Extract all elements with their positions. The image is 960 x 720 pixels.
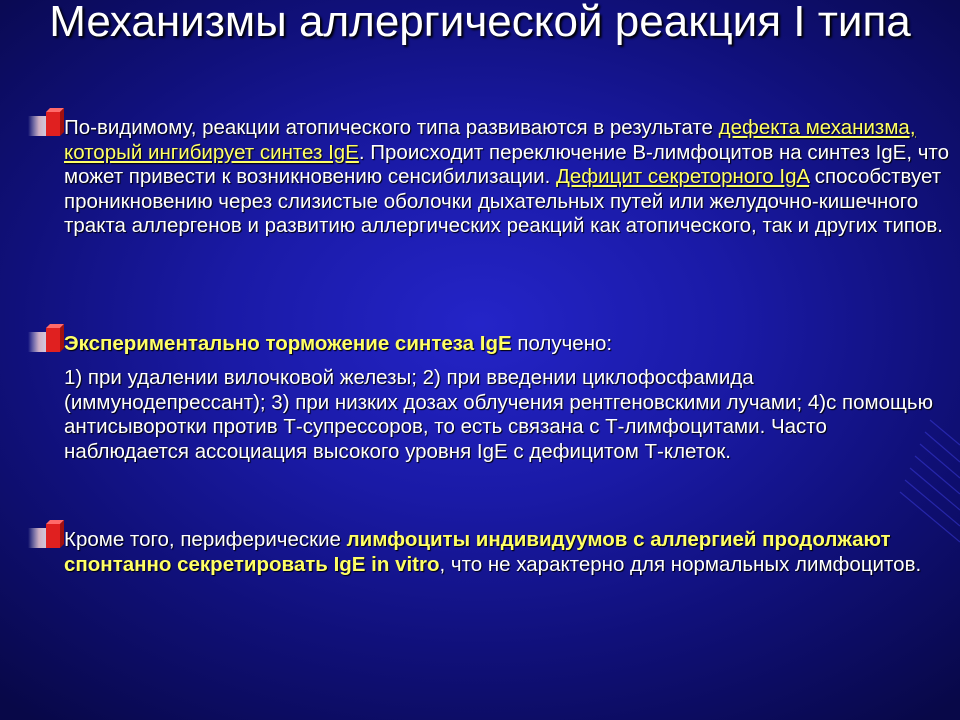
text-segment: Кроме того, периферические <box>64 528 347 551</box>
paragraph-ige-inhibition-list: 1) при удалении вилочковой железы; 2) при введении циклофосфамида (иммунодепрессант); 3) при низких дозах облучения рентгеновскими лучами; 4)с помощью антисыворотки против Т-супрессоров, то есть связана с Т-лимфоцитами. Часто наблюдается ассоциация высокого уровня IgE с дефицитом Т-клеток. <box>64 366 933 463</box>
highlight-text: лимфоциты индивидуумов с аллергией продолжают спонтанно секретировать IgE in vitro <box>64 528 891 576</box>
text-segment: , что не характерно для нормальных лимфоцитов. <box>439 552 922 576</box>
slide-title: Механизмы аллергической реакция I типа <box>49 0 911 46</box>
paragraph-ige-inhibition-heading <box>64 332 950 357</box>
text-segment: По-видимому, реакции атопического типа развиваются в результате <box>64 116 719 139</box>
paragraph-atopic-mechanism <box>64 116 950 239</box>
red-square-bullet-icon <box>28 108 64 142</box>
paragraph-lymphocytes-in-vitro <box>64 528 950 577</box>
text-segment: способствует проникновению через слизистые оболочки дыхательных путей или желудочно-кишечного тракта аллергенов и развитию аллергических реакций как атопического, так и других типов. <box>64 165 943 237</box>
link-secretory-iga-deficit[interactable]: Дефицит секреторного IgA <box>555 165 810 188</box>
red-square-bullet-icon <box>28 520 64 554</box>
text-segment: получено: <box>511 332 613 355</box>
text-segment: . Происходит переключение В-лимфоцитов на синтез IgE, что может привести к возникновению сенсибилизации. <box>64 140 949 188</box>
link-ige-synthesis-defect[interactable]: дефекта механизма, который ингибирует синтез IgE <box>64 116 916 164</box>
red-square-bullet-icon <box>28 324 64 358</box>
highlight-text: Экспериментально торможение синтеза IgE <box>64 332 512 355</box>
